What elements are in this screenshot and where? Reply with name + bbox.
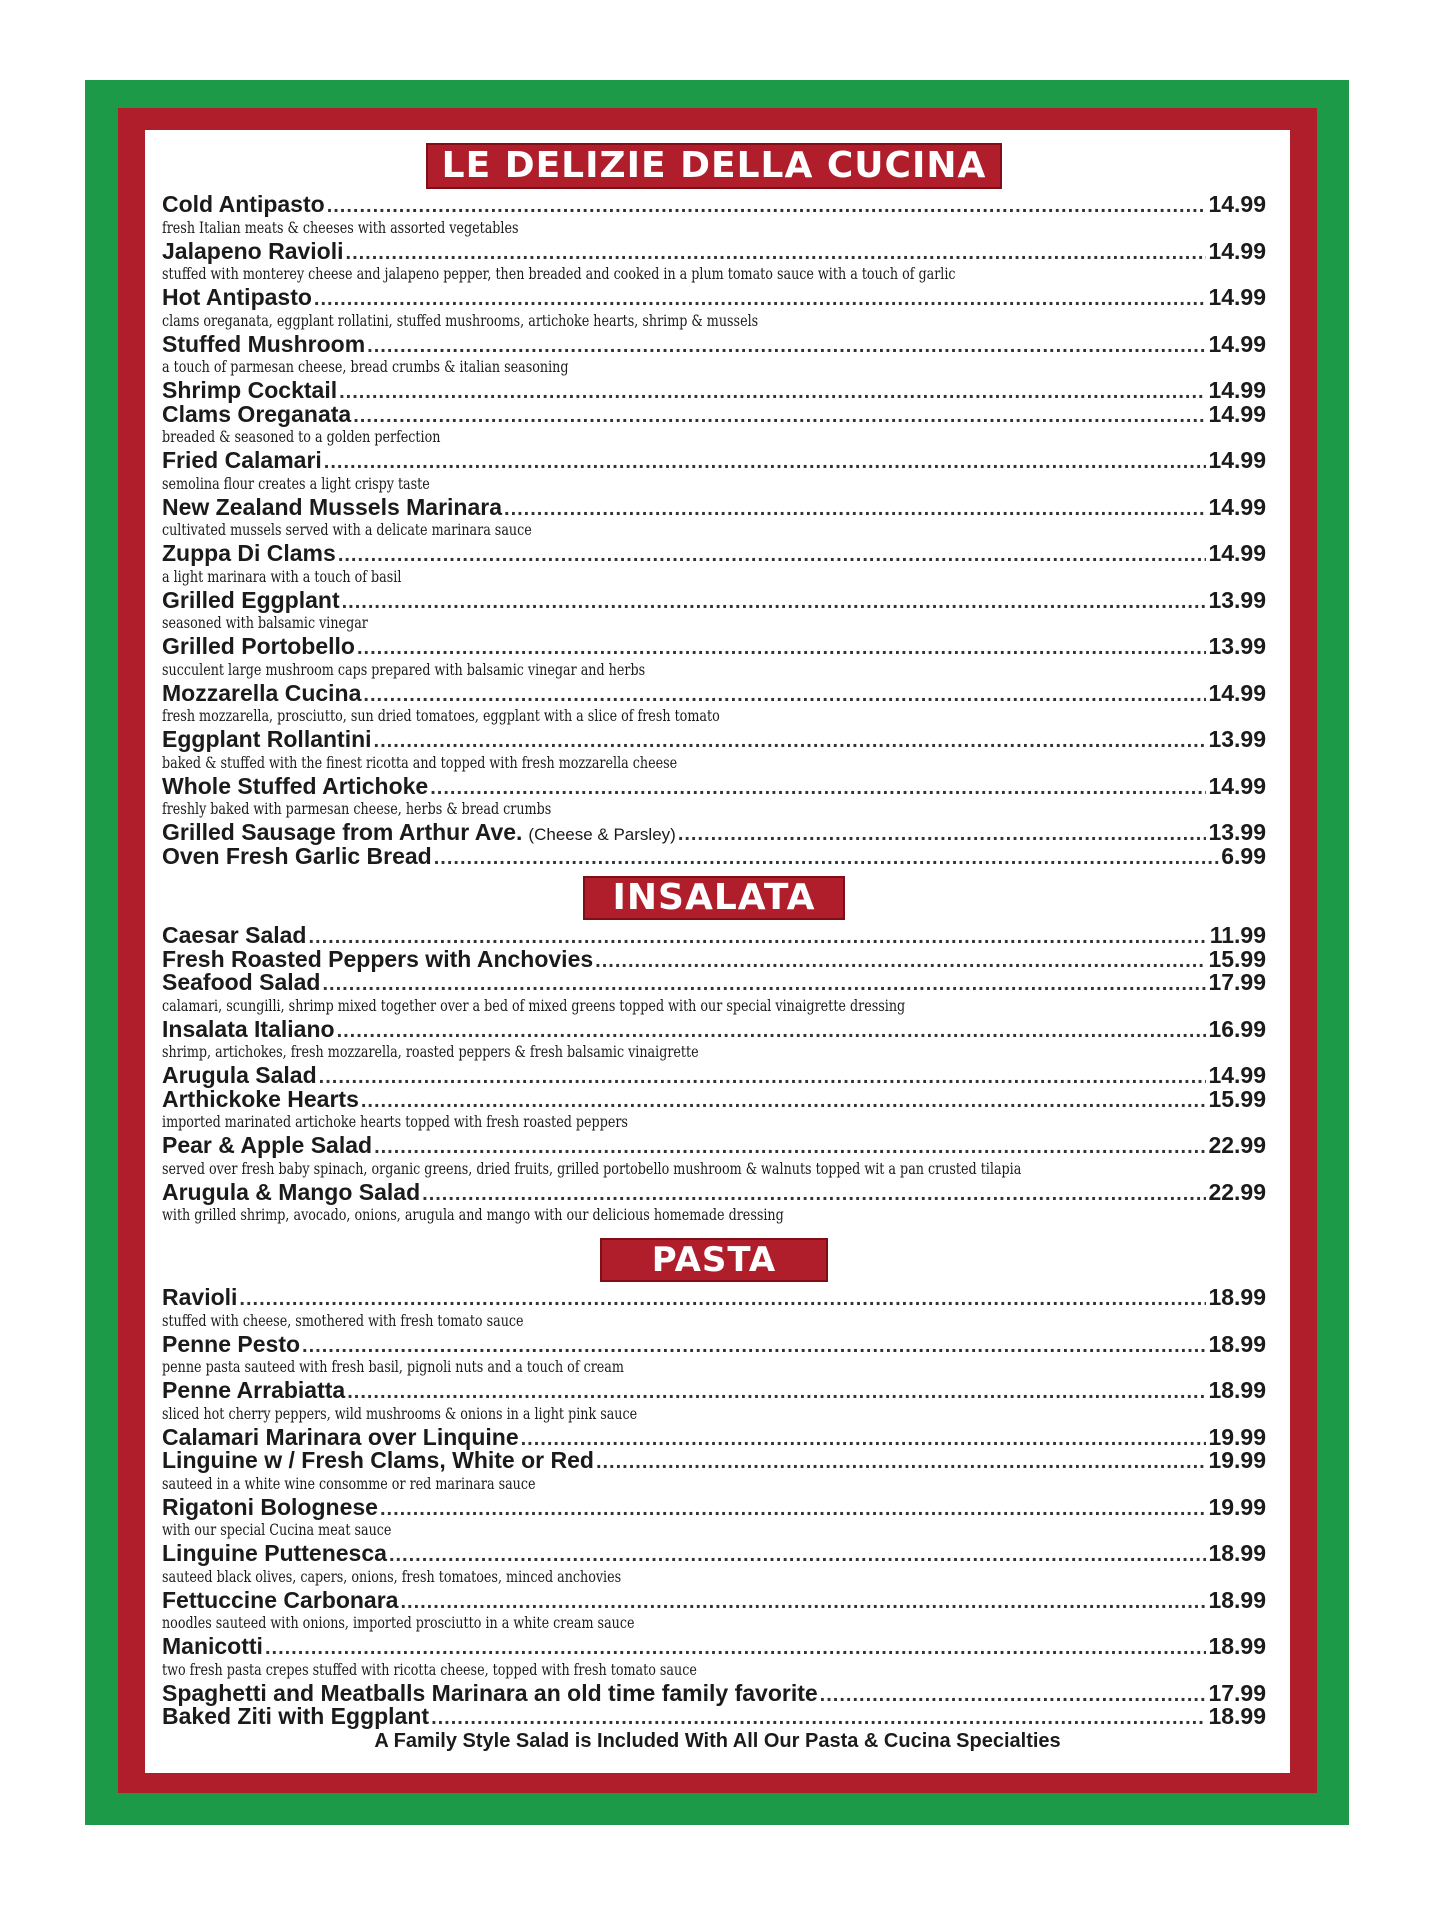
dot-leader [374,730,1207,754]
menu-item [162,1493,1266,1520]
item-price: 13.99 [1208,586,1266,613]
item-name: Fresh Roasted Peppers with Anchovies [162,945,594,972]
item-price: 14.99 [1208,540,1266,566]
item-name: Seafood Salad [162,969,321,995]
menu-item [162,1134,1266,1158]
dot-leader [322,973,1206,997]
item-price: 14.99 [1208,493,1266,520]
item-price: 18.99 [1208,1540,1266,1566]
menu-item [162,971,1266,995]
menu-item [162,449,1266,473]
menu-item [162,945,1266,972]
item-price: 19.99 [1208,1423,1266,1450]
dot-leader [265,1637,1206,1661]
menu-item [162,286,1266,310]
item-price: 14.99 [1208,1062,1266,1088]
dot-leader [347,1381,1206,1405]
item-name: Penne Arrabiatta [162,1377,346,1403]
menu-item [162,1085,1266,1112]
menu-item [162,821,1266,845]
item-description: fresh mozzarella, prosciutto, sun dried tomatoes, eggplant with a slice of fresh tomato [162,707,720,725]
dot-leader [596,1451,1207,1475]
item-description: freshly baked with parmesan cheese, herbs & bread crumbs [162,800,552,818]
item-name: Grilled Portobello [162,633,355,659]
item-price: 14.99 [1208,330,1266,357]
item-name: Arugula Salad [162,1062,317,1088]
item-description: cultivated mussels served with a delicate marinara sauce [162,521,532,539]
item-description: sauteed in a white wine consomme or red marinara sauce [162,1474,536,1493]
dot-leader [338,544,1207,568]
item-price: 14.99 [1208,400,1266,427]
dot-leader [337,1020,1207,1044]
item-name: Caesar Salad [162,922,307,948]
item-description: noodles sauteed with onions, imported prosciutto in a white cream sauce [162,1614,635,1632]
item-name: Arthickoke Hearts [162,1085,359,1112]
item-price: 14.99 [1208,377,1266,403]
item-name: Rigatoni Bolognese [162,1493,378,1520]
item-price: 18.99 [1208,1633,1266,1659]
item-price: 13.99 [1208,726,1266,752]
item-name: Hot Antipasto [162,284,312,310]
menu-item [162,1330,1266,1357]
item-price: 22.99 [1208,1132,1266,1158]
item-description: fresh Italian meats & cheeses with assorted vegetables [162,218,519,237]
item-description: imported marinated artichoke hearts topped with fresh roasted peppers [162,1113,628,1131]
item-name: Insalata Italiano [162,1015,335,1042]
item-price: 18.99 [1208,1586,1266,1613]
item-price: 15.99 [1208,1085,1266,1112]
dot-leader [346,242,1207,266]
item-name: Shrimp Cocktail [162,377,338,403]
footer-note: A Family Style Salad is Included With All Our Pasta & Cucina Specialties [374,1730,1061,1752]
dot-leader [342,591,1207,615]
menu-item [162,1064,1266,1088]
dot-leader [400,1591,1206,1615]
dot-leader [314,288,1207,312]
item-name: Calamari Marinara over Linquine [162,1423,519,1450]
menu-item [162,1635,1266,1659]
menu-item [162,586,1266,613]
item-name: Grilled Sausage from Arthur Ave. [162,819,523,845]
item-description: sliced hot cherry peppers, wild mushrooms & onions in a light pink sauce [162,1404,638,1423]
item-price: 19.99 [1208,1447,1266,1473]
item-name: Linguine Puttenesca [162,1540,387,1566]
item-description: stuffed with cheese, smothered with fresh tomato sauce [162,1311,524,1330]
item-price: 18.99 [1208,1377,1266,1403]
menu-panel [145,130,1290,1773]
item-price: 22.99 [1208,1178,1266,1205]
item-description: calamari, scungilli, shrimp mixed together over a bed of mixed greens topped with our special vinaigrette dressing [162,996,906,1015]
menu-item [162,1705,1266,1729]
item-price: 13.99 [1208,819,1266,845]
menu-item [162,1178,1266,1205]
dot-leader [361,1090,1207,1114]
item-price: 17.99 [1208,1679,1266,1706]
item-name: Whole Stuffed Artichoke [162,772,429,799]
menu-item [162,1286,1266,1310]
menu-item [162,728,1266,752]
dot-leader [431,1707,1206,1731]
item-description: two fresh pasta crepes stuffed with ricotta cheese, topped with fresh tomato sauce [162,1660,697,1679]
dot-leader [319,1066,1207,1090]
menu-item [162,1015,1266,1042]
item-price: 14.99 [1208,772,1266,799]
menu-item [162,493,1266,520]
dot-leader [363,684,1206,708]
menu-item [162,379,1266,403]
item-name: Spaghetti and Meatballs Marinara an old time family favorite [162,1679,818,1706]
item-description: semolina flour creates a light crispy taste [162,474,430,493]
dot-leader [357,637,1206,661]
item-name: Penne Pesto [162,1330,301,1357]
menu-item [162,679,1266,706]
dot-leader [380,1498,1206,1522]
item-description: stuffed with monterey cheese and jalapeno pepper, then breaded and cooked in a plum tomato sauce with a touch of garlic [162,265,956,283]
item-name: Linguine w / Fresh Clams, White or Red [162,1447,594,1473]
item-description: with grilled shrimp, avocado, onions, arugula and mango with our delicious homemade dressing [162,1206,784,1224]
dot-leader [820,1684,1207,1708]
item-price: 14.99 [1208,237,1266,264]
item-price: 18.99 [1208,1330,1266,1357]
section-title-insalata: INSALATA [583,876,846,920]
dot-leader [434,847,1220,871]
item-name: Eggplant Rollantini [162,726,372,752]
item-description: seasoned with balsamic vinegar [162,614,368,632]
item-name: Mozzarella Cucina [162,679,362,706]
item-price: 19.99 [1208,1493,1266,1520]
item-price: 6.99 [1221,842,1266,869]
item-name: Fried Calamari [162,447,322,473]
item-price: 14.99 [1208,191,1266,217]
item-description: breaded & seasoned to a golden perfection [162,428,441,446]
dot-leader [239,1288,1206,1312]
item-description: with our special Cucina meat sauce [162,1521,392,1539]
item-name: Oven Fresh Garlic Bread [162,842,432,869]
item-description: sauteed black olives, capers, onions, fresh tomatoes, minced anchovies [162,1567,622,1586]
menu-item [162,1542,1266,1566]
item-name: Fettuccine Carbonara [162,1586,399,1613]
dot-leader [521,1428,1207,1452]
menu-item [162,1423,1266,1450]
item-name: Jalapeno Ravioli [162,237,344,264]
item-name: Manicotti [162,1633,263,1659]
dot-leader [353,405,1206,429]
dot-leader [302,1335,1206,1359]
item-name: Grilled Eggplant [162,586,340,613]
menu-item [162,842,1266,869]
menu-item [162,237,1266,264]
item-description: shrimp, artichokes, fresh mozzarella, roasted peppers & fresh balsamic vinaigrette [162,1043,699,1061]
item-price: 18.99 [1208,1284,1266,1310]
item-price: 16.99 [1208,1015,1266,1042]
item-name: Arugula & Mango Salad [162,1178,421,1205]
item-name: Pear & Apple Salad [162,1132,373,1158]
menu-item [162,193,1266,217]
item-price: 13.99 [1208,633,1266,659]
item-name: New Zealand Mussels Marinara [162,493,503,520]
dot-leader [678,823,1207,847]
item-name: Baked Ziti with Eggplant [162,1703,430,1729]
item-name: Cold Antipasto [162,191,325,217]
dot-leader [339,381,1206,405]
item-description: clams oreganata, eggplant rollatini, stuffed mushrooms, artichoke hearts, shrimp & mussels [162,311,759,330]
pasta-list [162,1286,1266,1729]
menu-item [162,542,1266,566]
dot-leader [374,1136,1206,1160]
menu-item [162,1679,1266,1706]
dot-leader [422,1183,1206,1207]
menu-item [162,330,1266,357]
item-note: (Cheese & Parsley) [528,825,676,844]
menu-item [162,1449,1266,1473]
item-price: 18.99 [1208,1703,1266,1729]
menu-item [162,772,1266,799]
item-name: Ravioli [162,1284,238,1310]
item-price: 14.99 [1208,284,1266,310]
dot-leader [367,335,1206,359]
dot-leader [595,950,1206,974]
item-description: a light marinara with a touch of basil [162,567,402,586]
item-name: Stuffed Mushroom [162,330,366,357]
item-price: 11.99 [1209,922,1266,948]
dot-leader [327,195,1207,219]
item-name: Clams Oreganata [162,400,352,427]
dot-leader [430,777,1206,801]
menu-item [162,924,1266,948]
dot-leader [324,451,1207,475]
menu-item [162,635,1266,659]
item-price: 14.99 [1208,679,1266,706]
item-price: 14.99 [1208,447,1266,473]
cucina-list [162,193,1266,868]
item-price: 15.99 [1208,945,1266,972]
item-price: 17.99 [1208,969,1266,995]
section-title-pasta: PASTA [600,1238,828,1282]
dot-leader [389,1544,1207,1568]
item-description: baked & stuffed with the finest ricotta and topped with fresh mozzarella cheese [162,753,678,772]
menu-item [162,1586,1266,1613]
menu-item [162,400,1266,427]
insalata-list [162,924,1266,1227]
item-description: penne pasta sauteed with fresh basil, pignoli nuts and a touch of cream [162,1358,624,1376]
dot-leader [504,498,1206,522]
item-description: succulent large mushroom caps prepared with balsamic vinegar and herbs [162,660,646,679]
menu-item [162,1379,1266,1403]
item-name: Zuppa Di Clams [162,540,336,566]
section-title-cucina: LE DELIZIE DELLA CUCINA [426,143,1003,189]
item-description: served over fresh baby spinach, organic greens, dried fruits, grilled portobello mushroom & walnuts topped wit a pan crusted tilapia [162,1159,1022,1178]
item-description: a touch of parmesan cheese, bread crumbs & italian seasoning [162,358,569,376]
